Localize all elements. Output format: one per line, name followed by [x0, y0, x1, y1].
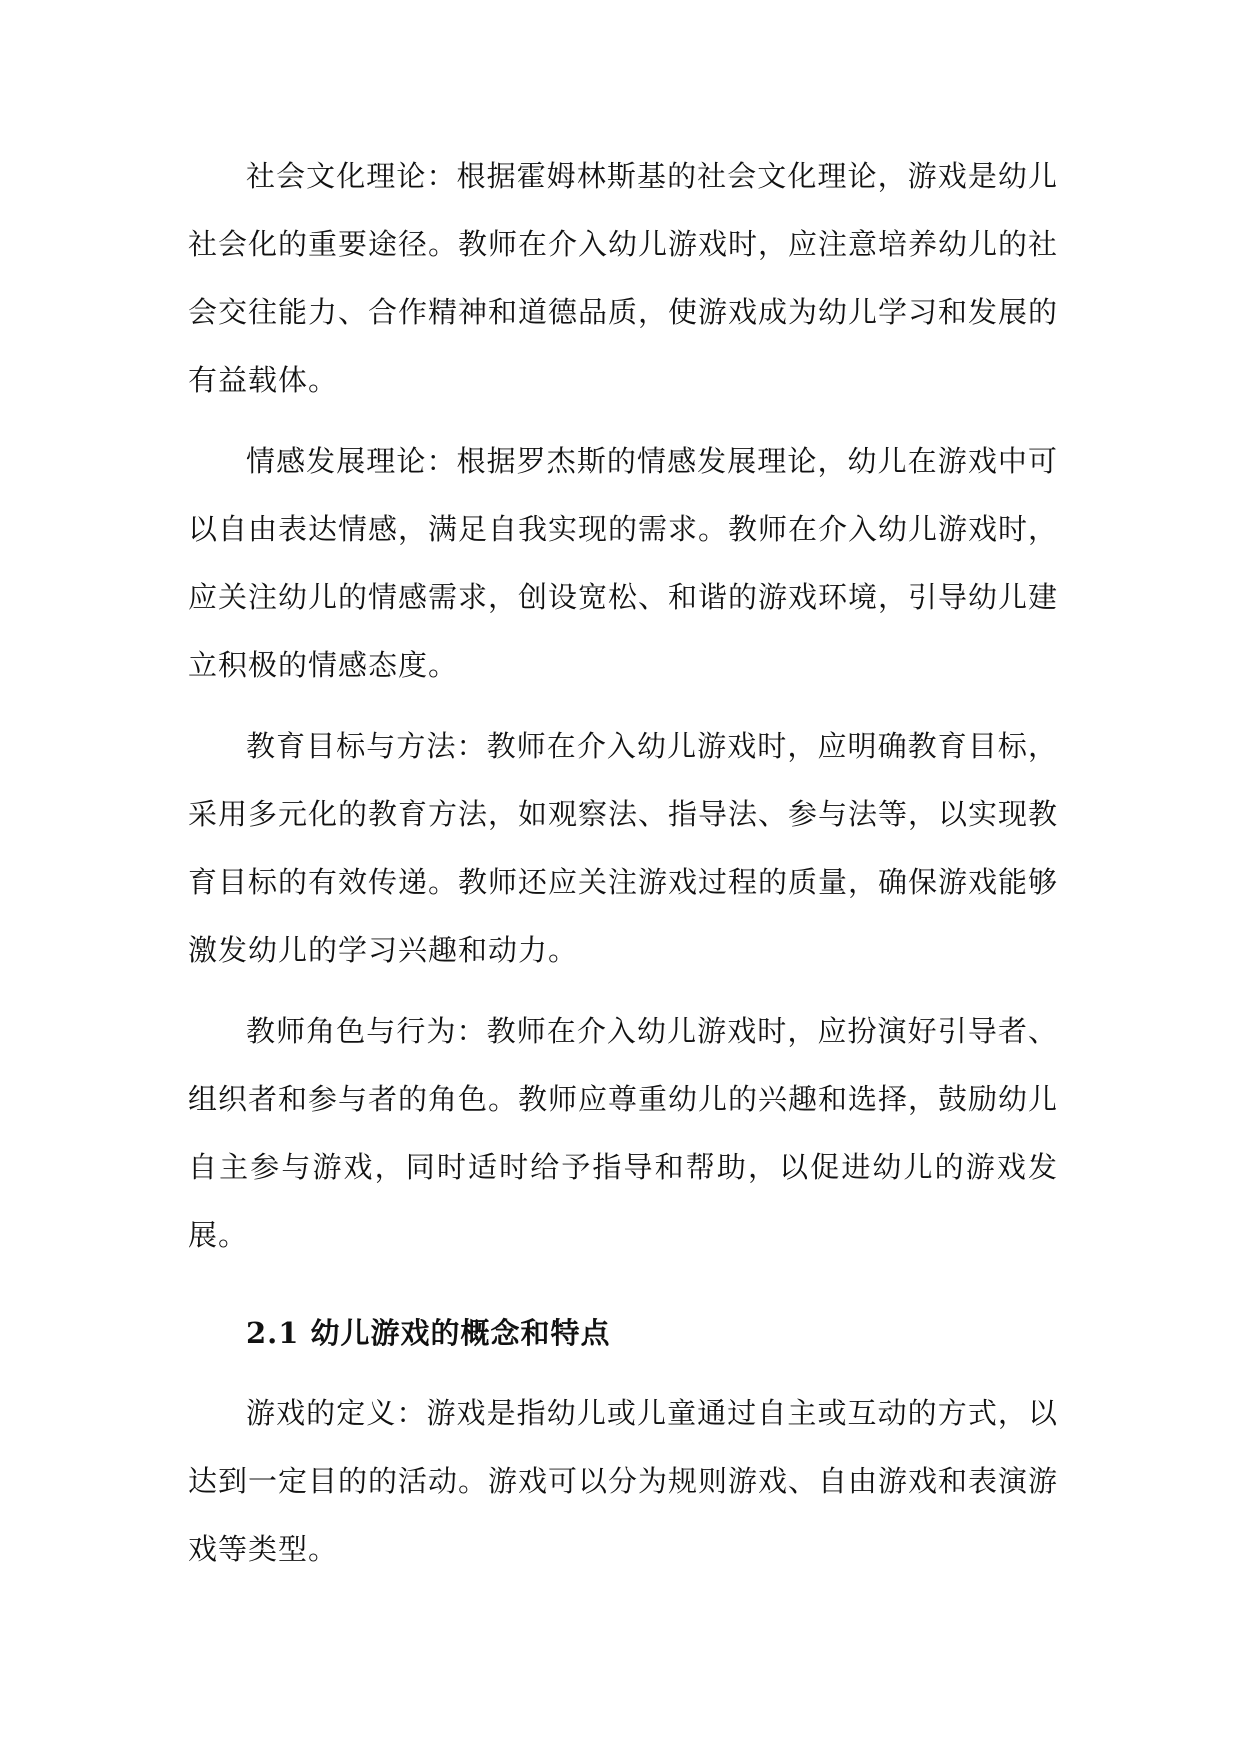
paragraph-education-goals-methods: 教育目标与方法：教师在介入幼儿游戏时，应明确教育目标，采用多元化的教育方法，如观察法、指导法、参与法等，以实现教育目标的有效传递。教师还应关注游戏过程的质量，确保游戏能够激发幼儿的学习兴趣和动力。	[188, 729, 1059, 967]
paragraph-game-definition: 游戏的定义：游戏是指幼儿或儿童通过自主或互动的方式，以达到一定目的的活动。游戏可以分为规则游戏、自由游戏和表演游戏等类型。	[188, 1396, 1059, 1566]
document-body	[188, 142, 1058, 1596]
section-heading: 2.1 幼儿游戏的概念和特点	[246, 1316, 611, 1350]
paragraph-social-culture-theory: 社会文化理论：根据霍姆林斯基的社会文化理论，游戏是幼儿社会化的重要途径。教师在介入幼儿游戏时，应注意培养幼儿的社会交往能力、合作精神和道德品质，使游戏成为幼儿学习和发展的有益载体。	[188, 159, 1059, 397]
paragraph-teacher-role-behavior: 教师角色与行为：教师在介入幼儿游戏时，应扮演好引导者、组织者和参与者的角色。教师应尊重幼儿的兴趣和选择，鼓励幼儿自主参与游戏，同时适时给予指导和帮助，以促进幼儿的游戏发展。	[188, 1014, 1059, 1252]
paragraph-emotional-development-theory: 情感发展理论：根据罗杰斯的情感发展理论，幼儿在游戏中可以自由表达情感，满足自我实现的需求。教师在介入幼儿游戏时，应关注幼儿的情感需求，创设宽松、和谐的游戏环境，引导幼儿建立积极的情感态度。	[188, 444, 1059, 682]
